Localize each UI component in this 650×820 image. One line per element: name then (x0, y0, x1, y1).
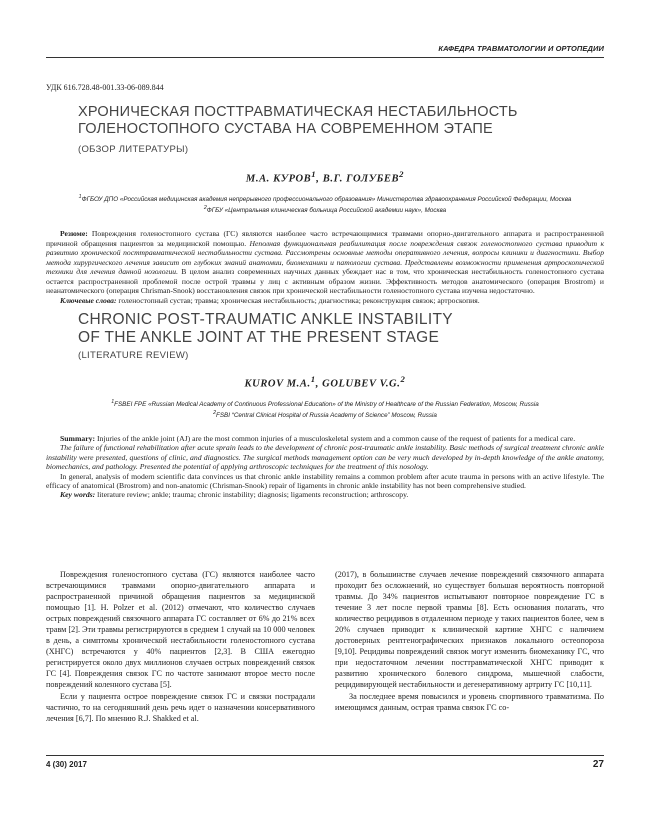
abstract-russian-summary (46, 229, 604, 296)
affiliation-1-text: ФГБОУ ДПО «Российская медицинская академия непрерывного профессионального образования» Министерства здравоохранения Российской Федерации, Москва (81, 196, 572, 204)
summary-tail: В целом анализ современных научных данных убеждает нас в том, что хроническая нестабильность голеностопного сустава остается распространенной проблемой после острой травмы у лиц с активным образом жизни. Эффективность методов анатомического (операция Brostrom) и неанатомического (операция Chrisman-Snook) восстановления связок при хронической нестабильности голеностопного сустава изучена недостаточно. (46, 267, 604, 296)
author-1-en-sup: 1 (310, 374, 316, 384)
abstract-russian (46, 229, 604, 305)
abstract-english-para3: In general, analysis of modern scientific data convinces us that chronic ankle instability remains a common problem after acute trauma in persons with an active lifestyle. The efficacy of anatomical (Brostrom) and non-anatomic (Chrisman-Snook) repair of ligaments in chronic ankle instability has not been comprehensive studied. (46, 471, 604, 491)
title-russian-line-1: ХРОНИЧЕСКАЯ ПОСТТРАВМАТИЧЕСКАЯ НЕСТАБИЛЬНОСТЬ (78, 104, 518, 120)
page-number: 27 (592, 759, 604, 770)
affiliation-2-text: ФГБУ «Центральная клиническая больница Российской академии наук», Москва (206, 207, 447, 215)
author-1-en: KUROV M.A. (244, 378, 311, 390)
title-english (78, 311, 598, 346)
authors-russian (0, 169, 650, 185)
author-1: М.А. КУРОВ (245, 173, 312, 185)
affiliation-2-en (46, 409, 604, 420)
department-header: КАФЕДРА ТРАВМАТОЛОГИИ И ОРТОПЕДИИ (438, 44, 604, 53)
affiliation-1-en-sup: 1 (111, 399, 115, 405)
affiliation-2-en-sup: 2 (213, 410, 216, 417)
subtitle-russian: (ОБЗОР ЛИТЕРАТУРЫ) (78, 144, 189, 155)
body-paragraph: Если у пациента острое повреждение связок ГС и связки пострадали частично, то на сегодняшний день речь идет о назначении консервативного лечения [6,7]. По мнению R.J. Shakked et al. (46, 691, 315, 723)
keywords-label-en: Key words: (60, 490, 96, 500)
summary-label: Резюме: (60, 229, 88, 238)
subtitle-english: (LITERATURE REVIEW) (78, 350, 189, 361)
keywords-text: голеностопный сустав; травма; хроническая нестабильность; диагностика; реконструкция связок; артроскопия. (116, 295, 480, 305)
affiliation-2-sup: 2 (203, 205, 207, 212)
affiliation-2 (46, 204, 604, 215)
header-rule (46, 57, 604, 58)
body-column-left (46, 569, 315, 724)
author-1-sup: 1 (311, 169, 317, 179)
summary-text: Повреждения голеностопного сустава (ГС) являются наиболее часто встречающимися травмами опорно-двигательного аппарата и распространенной причиной обращения пациентов за медицинской помощью. (46, 229, 604, 248)
affiliations-english (46, 398, 604, 420)
body-column-right (335, 569, 604, 713)
abstract-english-italic (46, 443, 604, 471)
author-2-sup: 2 (399, 169, 405, 179)
footer-issue: 4 (30) 2017 (46, 760, 87, 769)
summary-label-en: Summary: (60, 434, 96, 443)
affiliation-1-en (46, 398, 604, 409)
affiliation-2-en-text: FSBI “Central Clinical Hospital of Russia Academy of Science” Moscow, Russia (215, 412, 437, 420)
summary-italic: Неполная функциональная реабилитация после повреждения связок голеностопного сустава приводит к развитию хронической посттравматической нестабильности сустава. Рассмотрены основные методы оперативного лечения, вопросы клиники и диагностики. Выбор метода хирургического лечения зависит от глубоких знаний анатомии, биомеханики и патологии сустава. Представлены возможности применения артроскопической техники для лечения данной нозологии. (46, 238, 604, 277)
author-separator: , (316, 173, 323, 185)
body-paragraph: (2017), в большинстве случаев лечение повреждений связочного аппарата проходит без осложнений, но существует большая вероятность повторной травмы. До 34% пациентов испытывают повторное повреждение ГС в течение 3 лет после первой травмы [8]. Есть основания полагать, что количество рецидивов в отдаленном периоде у таких пациентов более, чем в 20% случаев приводит к клинической картине ХНГС с наличием достоверных рентгенографических признаков локального остеопороза [9,10]. Рецидивы повреждений связок могут изменить биомеханику ГС, что при недостаточном лечении посттравматической ХНГС приводит к развитию хронического болевого синдрома, мышечной слабости, рецидивирующей нестабильности и дегенеративному артриту ГС [10,11]. (335, 570, 604, 690)
author-separator-en: , (315, 378, 323, 390)
keywords-label: Ключевые слова: (60, 295, 117, 305)
footer-rule (46, 755, 604, 756)
author-2-en: GOLUBEV V.G. (322, 378, 401, 390)
title-english-line-1: CHRONIC POST-TRAUMATIC ANKLE INSTABILITY (78, 311, 453, 328)
keywords-russian (46, 296, 604, 306)
summary-italic-en-1: The failure of functional rehabilitation after acute sprain leads to the development of chronic post-traumatic ankle instability. Basic methods of surgical treatment chronic ankle instability were presented, questions of clinic, and diagnostics. (46, 443, 604, 462)
abstract-english (46, 434, 604, 500)
affiliation-1 (46, 193, 604, 204)
affiliation-1-sup: 1 (78, 194, 82, 200)
authors-english (0, 374, 650, 390)
title-english-line-2: OF THE ANKLE JOINT AT THE PRESENT STAGE (78, 328, 440, 346)
abstract-english-summary (46, 434, 604, 443)
title-russian-line-2: ГОЛЕНОСТОПНОГО СУСТАВА НА СОВРЕМЕННОМ ЭТАПЕ (78, 120, 493, 137)
summary-text-en: Injuries of the ankle joint (AJ) are the most common injuries of a musculoskeletal system and a common cause of the request of patients for a medical care. (95, 434, 576, 443)
keywords-text-en: literature review; ankle; trauma; chronic instability; diagnosis; ligaments reconstruction; arthroscopy. (95, 490, 409, 500)
affiliations-russian (46, 193, 604, 215)
title-russian (78, 104, 598, 137)
udk-code: УДК 616.728.48-001.33-06-089.844 (46, 83, 164, 92)
keywords-english (46, 490, 604, 499)
body-paragraph: За последнее время повысился и уровень спортивного травматизма. По имеющимся данным, острая травма связок ГС со- (335, 691, 604, 712)
author-2: В.Г. ГОЛУБЕВ (322, 173, 400, 185)
author-2-en-sup: 2 (400, 374, 406, 384)
summary-italic-en-2: The surgical methods management option can be very much developed by in-depth knowledge of the ankle anatomy, biomechanics, and pathology. Presented the potential of applying arthroscopic techniques for the treatment of this nosology. (46, 452, 604, 472)
affiliation-1-en-text: FSBEI FPE «Russian Medical Academy of Continuous Professional Education» of the Ministry of Healthcare of the Russian Federation, Moscow, Russia (114, 401, 539, 409)
body-paragraph: Повреждения голеностопного сустава (ГС) являются наиболее часто встречающимися травмами опорно-двигательного аппарата и распространенной причиной обращения пациентов за медицинской помощью [1]. H. Polzer et al. (2012) отмечают, что количество случаев острых повреждений связочного аппарата ГС составляет от 6% до 21% всех травм [2]. Эти травмы регистрируются в среднем 1 случай на 10 000 человек в день, а симптомы хронической нестабильности голеностопного сустава (ХНГС) встречаются у 40% пациентов [2,3]. В США ежегодно регистрируется около двух миллионов случаев острых повреждений связок ГС [4]. Повреждения связок ГС по частоте занимают второе место после повреждений коленного сустава [5]. (46, 570, 315, 690)
